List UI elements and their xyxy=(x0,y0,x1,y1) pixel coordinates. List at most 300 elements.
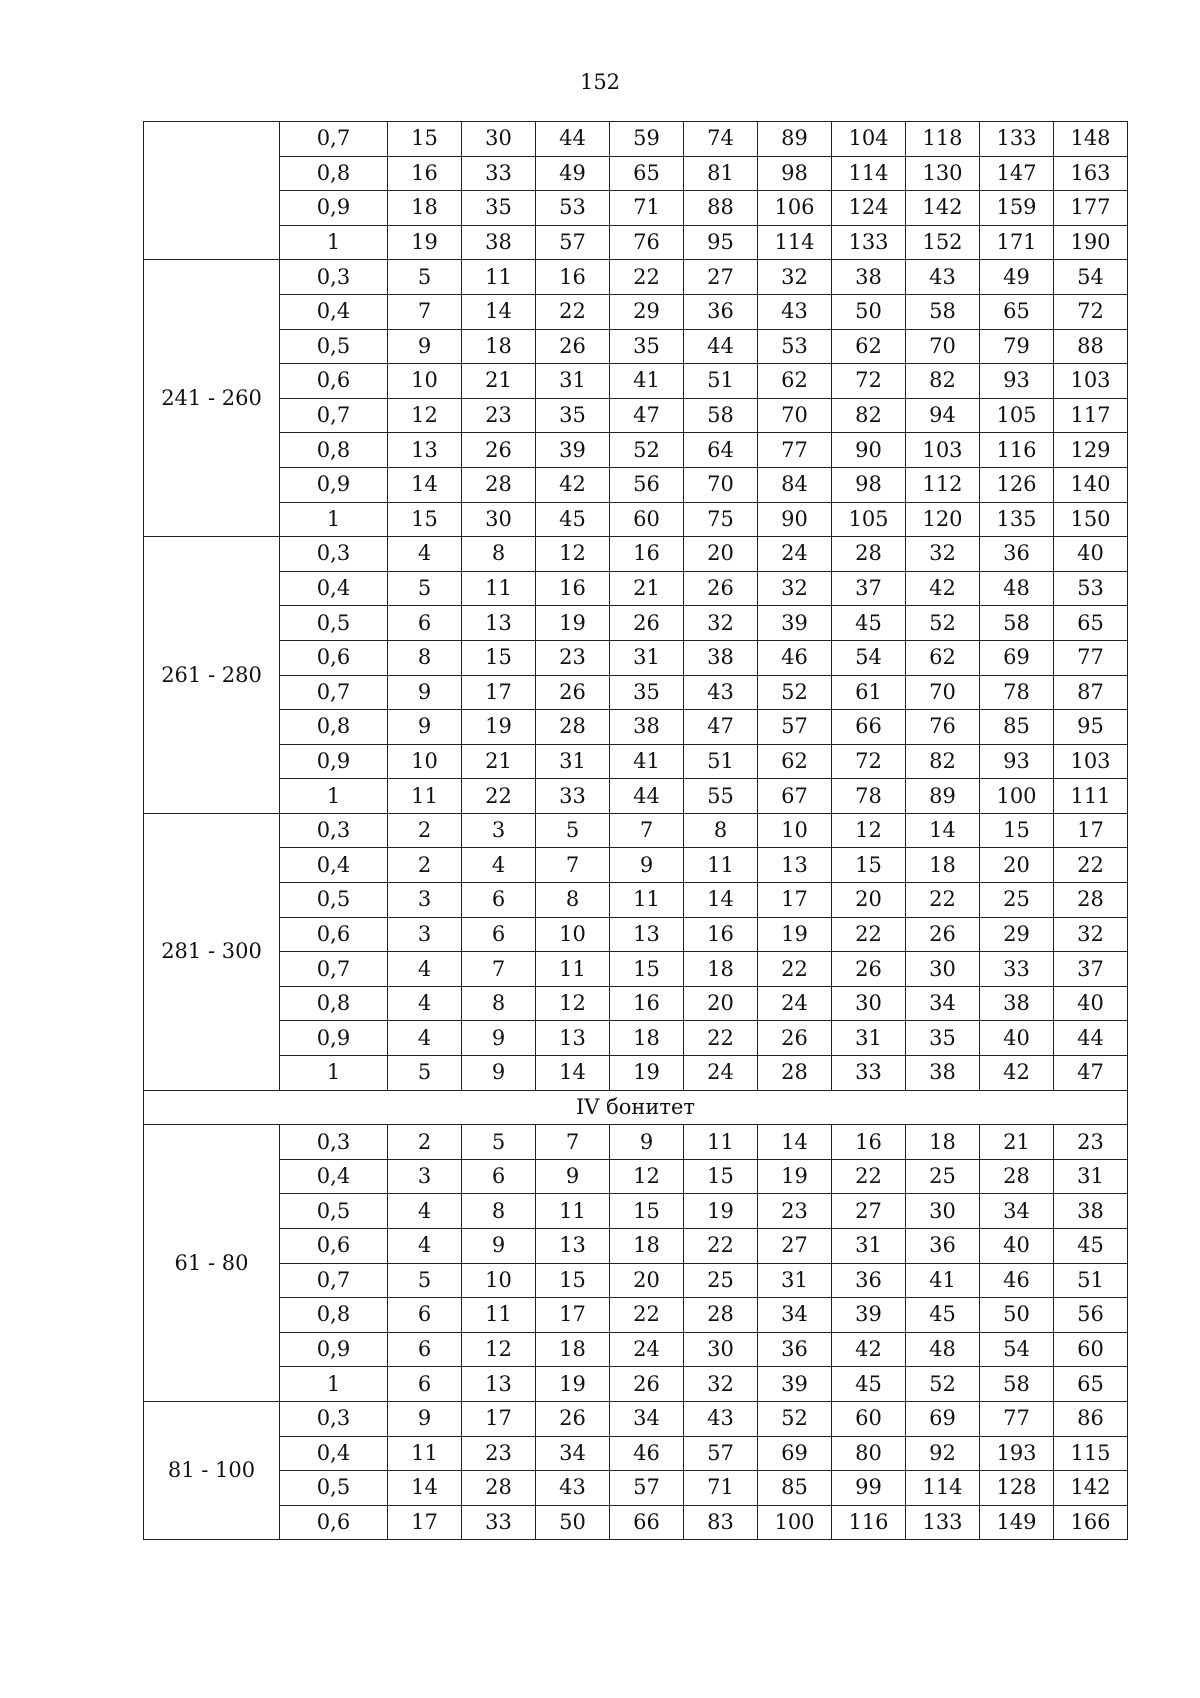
value-cell: 47 xyxy=(610,398,684,433)
value-cell: 105 xyxy=(832,502,906,537)
table-row xyxy=(144,710,1128,745)
value-cell: 71 xyxy=(610,191,684,226)
value-cell: 57 xyxy=(684,1436,758,1471)
section-header: IV бонитет xyxy=(144,1090,1128,1125)
value-cell: 66 xyxy=(610,1505,684,1540)
value-cell: 22 xyxy=(832,917,906,952)
value-cell: 85 xyxy=(758,1471,832,1506)
value-cell: 95 xyxy=(684,225,758,260)
value-cell: 7 xyxy=(536,1125,610,1160)
value-cell: 88 xyxy=(684,191,758,226)
group-label-cell: 61 - 80 xyxy=(144,1125,280,1402)
value-cell: 77 xyxy=(1054,640,1128,675)
value-cell: 69 xyxy=(906,1401,980,1436)
value-cell: 26 xyxy=(536,329,610,364)
value-cell: 15 xyxy=(388,502,462,537)
value-cell: 163 xyxy=(1054,156,1128,191)
group-label-cell: 281 - 300 xyxy=(144,813,280,1090)
value-cell: 21 xyxy=(610,571,684,606)
density-cell: 0,9 xyxy=(280,1332,388,1367)
group-label-cell xyxy=(144,122,280,260)
table-row xyxy=(144,606,1128,641)
value-cell: 10 xyxy=(388,364,462,399)
value-cell: 45 xyxy=(906,1298,980,1333)
value-cell: 39 xyxy=(758,1367,832,1402)
density-cell: 1 xyxy=(280,225,388,260)
value-cell: 17 xyxy=(758,883,832,918)
value-cell: 22 xyxy=(536,294,610,329)
value-cell: 18 xyxy=(906,848,980,883)
value-cell: 8 xyxy=(684,813,758,848)
value-cell: 48 xyxy=(906,1332,980,1367)
table-row xyxy=(144,502,1128,537)
value-cell: 128 xyxy=(980,1471,1054,1506)
value-cell: 8 xyxy=(462,1194,536,1229)
value-cell: 18 xyxy=(610,1229,684,1264)
value-cell: 22 xyxy=(758,952,832,987)
value-cell: 6 xyxy=(388,1367,462,1402)
value-cell: 24 xyxy=(758,537,832,572)
value-cell: 4 xyxy=(388,1229,462,1264)
value-cell: 84 xyxy=(758,467,832,502)
value-cell: 4 xyxy=(388,1194,462,1229)
value-cell: 32 xyxy=(906,537,980,572)
value-cell: 11 xyxy=(462,1298,536,1333)
value-cell: 58 xyxy=(980,1367,1054,1402)
value-cell: 40 xyxy=(1054,986,1128,1021)
value-cell: 8 xyxy=(536,883,610,918)
value-cell: 31 xyxy=(610,640,684,675)
value-cell: 31 xyxy=(1054,1159,1128,1194)
value-cell: 55 xyxy=(684,779,758,814)
value-cell: 58 xyxy=(684,398,758,433)
table-row xyxy=(144,433,1128,468)
value-cell: 42 xyxy=(906,571,980,606)
value-cell: 114 xyxy=(832,156,906,191)
value-cell: 190 xyxy=(1054,225,1128,260)
value-cell: 9 xyxy=(462,1021,536,1056)
value-cell: 4 xyxy=(388,537,462,572)
value-cell: 35 xyxy=(610,675,684,710)
table-row xyxy=(144,848,1128,883)
value-cell: 86 xyxy=(1054,1401,1128,1436)
value-cell: 90 xyxy=(832,433,906,468)
value-cell: 9 xyxy=(462,1229,536,1264)
group-label-cell: 241 - 260 xyxy=(144,260,280,537)
value-cell: 50 xyxy=(832,294,906,329)
value-cell: 8 xyxy=(462,537,536,572)
value-cell: 25 xyxy=(906,1159,980,1194)
value-cell: 5 xyxy=(536,813,610,848)
value-cell: 31 xyxy=(832,1229,906,1264)
section-header-row xyxy=(144,1090,1128,1125)
value-cell: 133 xyxy=(832,225,906,260)
value-cell: 33 xyxy=(462,156,536,191)
value-cell: 20 xyxy=(832,883,906,918)
value-cell: 28 xyxy=(462,467,536,502)
value-cell: 42 xyxy=(980,1056,1054,1091)
value-cell: 22 xyxy=(684,1229,758,1264)
value-cell: 45 xyxy=(832,606,906,641)
value-cell: 13 xyxy=(462,1367,536,1402)
value-cell: 23 xyxy=(462,398,536,433)
value-cell: 52 xyxy=(906,606,980,641)
value-cell: 36 xyxy=(980,537,1054,572)
value-cell: 40 xyxy=(1054,537,1128,572)
density-cell: 1 xyxy=(280,502,388,537)
value-cell: 5 xyxy=(388,260,462,295)
table-row xyxy=(144,294,1128,329)
value-cell: 24 xyxy=(684,1056,758,1091)
value-cell: 40 xyxy=(980,1021,1054,1056)
value-cell: 15 xyxy=(536,1263,610,1298)
table-row xyxy=(144,917,1128,952)
value-cell: 9 xyxy=(462,1056,536,1091)
value-cell: 15 xyxy=(980,813,1054,848)
density-cell: 0,6 xyxy=(280,364,388,399)
density-cell: 0,8 xyxy=(280,433,388,468)
group-label-cell: 81 - 100 xyxy=(144,1401,280,1539)
value-cell: 65 xyxy=(1054,606,1128,641)
value-cell: 3 xyxy=(388,917,462,952)
value-cell: 17 xyxy=(462,1401,536,1436)
value-cell: 17 xyxy=(462,675,536,710)
value-cell: 114 xyxy=(906,1471,980,1506)
value-cell: 135 xyxy=(980,502,1054,537)
value-cell: 28 xyxy=(758,1056,832,1091)
value-cell: 44 xyxy=(684,329,758,364)
value-cell: 27 xyxy=(684,260,758,295)
value-cell: 13 xyxy=(388,433,462,468)
value-cell: 12 xyxy=(462,1332,536,1367)
value-cell: 60 xyxy=(832,1401,906,1436)
value-cell: 147 xyxy=(980,156,1054,191)
value-cell: 50 xyxy=(536,1505,610,1540)
value-cell: 12 xyxy=(536,986,610,1021)
value-cell: 19 xyxy=(536,1367,610,1402)
value-cell: 5 xyxy=(388,571,462,606)
value-cell: 11 xyxy=(462,260,536,295)
value-cell: 28 xyxy=(832,537,906,572)
density-cell: 0,5 xyxy=(280,329,388,364)
value-cell: 30 xyxy=(832,986,906,1021)
table-row xyxy=(144,571,1128,606)
value-cell: 36 xyxy=(906,1229,980,1264)
value-cell: 24 xyxy=(610,1332,684,1367)
value-cell: 129 xyxy=(1054,433,1128,468)
value-cell: 23 xyxy=(758,1194,832,1229)
value-cell: 34 xyxy=(758,1298,832,1333)
value-cell: 56 xyxy=(1054,1298,1128,1333)
table-row xyxy=(144,779,1128,814)
value-cell: 30 xyxy=(906,1194,980,1229)
value-cell: 17 xyxy=(1054,813,1128,848)
value-cell: 21 xyxy=(462,364,536,399)
value-cell: 26 xyxy=(684,571,758,606)
table-row xyxy=(144,952,1128,987)
value-cell: 32 xyxy=(1054,917,1128,952)
density-cell: 0,4 xyxy=(280,571,388,606)
value-cell: 44 xyxy=(610,779,684,814)
value-cell: 5 xyxy=(388,1263,462,1298)
value-cell: 30 xyxy=(462,502,536,537)
value-cell: 150 xyxy=(1054,502,1128,537)
value-cell: 104 xyxy=(832,122,906,157)
value-cell: 11 xyxy=(388,1436,462,1471)
value-cell: 9 xyxy=(388,329,462,364)
value-cell: 83 xyxy=(684,1505,758,1540)
table-row xyxy=(144,122,1128,157)
value-cell: 26 xyxy=(610,1367,684,1402)
value-cell: 118 xyxy=(906,122,980,157)
value-cell: 16 xyxy=(832,1125,906,1160)
value-cell: 22 xyxy=(906,883,980,918)
value-cell: 7 xyxy=(462,952,536,987)
value-cell: 149 xyxy=(980,1505,1054,1540)
value-cell: 105 xyxy=(980,398,1054,433)
value-cell: 12 xyxy=(610,1159,684,1194)
value-cell: 19 xyxy=(462,710,536,745)
value-cell: 22 xyxy=(832,1159,906,1194)
density-cell: 0,5 xyxy=(280,606,388,641)
density-cell: 0,3 xyxy=(280,813,388,848)
value-cell: 15 xyxy=(610,952,684,987)
value-cell: 28 xyxy=(536,710,610,745)
value-cell: 115 xyxy=(1054,1436,1128,1471)
value-cell: 171 xyxy=(980,225,1054,260)
value-cell: 19 xyxy=(388,225,462,260)
value-cell: 18 xyxy=(536,1332,610,1367)
value-cell: 18 xyxy=(388,191,462,226)
value-cell: 19 xyxy=(684,1194,758,1229)
value-cell: 57 xyxy=(758,710,832,745)
value-cell: 65 xyxy=(980,294,1054,329)
value-cell: 11 xyxy=(610,883,684,918)
value-cell: 30 xyxy=(906,952,980,987)
value-cell: 82 xyxy=(832,398,906,433)
density-cell: 0,7 xyxy=(280,1263,388,1298)
value-cell: 7 xyxy=(610,813,684,848)
value-cell: 34 xyxy=(906,986,980,1021)
value-cell: 14 xyxy=(462,294,536,329)
density-cell: 0,8 xyxy=(280,710,388,745)
table-row xyxy=(144,1367,1128,1402)
value-cell: 9 xyxy=(610,848,684,883)
density-cell: 0,7 xyxy=(280,398,388,433)
density-cell: 0,5 xyxy=(280,883,388,918)
density-cell: 0,6 xyxy=(280,1229,388,1264)
value-cell: 60 xyxy=(1054,1332,1128,1367)
value-cell: 33 xyxy=(536,779,610,814)
value-cell: 26 xyxy=(462,433,536,468)
value-cell: 72 xyxy=(832,744,906,779)
table-row xyxy=(144,260,1128,295)
table-row xyxy=(144,1229,1128,1264)
value-cell: 69 xyxy=(758,1436,832,1471)
value-cell: 43 xyxy=(906,260,980,295)
value-cell: 9 xyxy=(610,1125,684,1160)
value-cell: 126 xyxy=(980,467,1054,502)
value-cell: 103 xyxy=(1054,364,1128,399)
value-cell: 79 xyxy=(980,329,1054,364)
value-cell: 70 xyxy=(906,675,980,710)
value-cell: 11 xyxy=(388,779,462,814)
value-cell: 19 xyxy=(758,1159,832,1194)
value-cell: 124 xyxy=(832,191,906,226)
value-cell: 35 xyxy=(610,329,684,364)
value-cell: 19 xyxy=(536,606,610,641)
value-cell: 78 xyxy=(980,675,1054,710)
value-cell: 22 xyxy=(462,779,536,814)
value-cell: 32 xyxy=(684,1367,758,1402)
value-cell: 35 xyxy=(536,398,610,433)
table-row xyxy=(144,467,1128,502)
value-cell: 28 xyxy=(980,1159,1054,1194)
value-cell: 133 xyxy=(906,1505,980,1540)
value-cell: 111 xyxy=(1054,779,1128,814)
value-cell: 39 xyxy=(758,606,832,641)
value-cell: 38 xyxy=(980,986,1054,1021)
value-cell: 14 xyxy=(388,1471,462,1506)
value-cell: 62 xyxy=(758,364,832,399)
value-cell: 8 xyxy=(462,986,536,1021)
value-cell: 11 xyxy=(462,571,536,606)
value-cell: 133 xyxy=(980,122,1054,157)
value-cell: 36 xyxy=(684,294,758,329)
value-cell: 80 xyxy=(832,1436,906,1471)
value-cell: 18 xyxy=(610,1021,684,1056)
value-cell: 18 xyxy=(462,329,536,364)
value-cell: 20 xyxy=(980,848,1054,883)
value-cell: 2 xyxy=(388,813,462,848)
density-cell: 0,7 xyxy=(280,122,388,157)
value-cell: 34 xyxy=(980,1194,1054,1229)
density-cell: 0,5 xyxy=(280,1471,388,1506)
table-row xyxy=(144,813,1128,848)
value-cell: 62 xyxy=(906,640,980,675)
value-cell: 49 xyxy=(980,260,1054,295)
table-row xyxy=(144,225,1128,260)
table-row xyxy=(144,1194,1128,1229)
value-cell: 39 xyxy=(832,1298,906,1333)
value-cell: 11 xyxy=(536,1194,610,1229)
value-cell: 52 xyxy=(610,433,684,468)
value-cell: 72 xyxy=(1054,294,1128,329)
value-cell: 47 xyxy=(1054,1056,1128,1091)
value-cell: 28 xyxy=(462,1471,536,1506)
value-cell: 2 xyxy=(388,1125,462,1160)
density-cell: 0,9 xyxy=(280,191,388,226)
value-cell: 43 xyxy=(684,1401,758,1436)
value-cell: 40 xyxy=(980,1229,1054,1264)
value-cell: 142 xyxy=(1054,1471,1128,1506)
value-cell: 98 xyxy=(758,156,832,191)
value-cell: 13 xyxy=(536,1229,610,1264)
density-cell: 0,9 xyxy=(280,467,388,502)
value-cell: 16 xyxy=(610,537,684,572)
value-cell: 38 xyxy=(906,1056,980,1091)
value-cell: 65 xyxy=(610,156,684,191)
value-cell: 12 xyxy=(832,813,906,848)
value-cell: 33 xyxy=(980,952,1054,987)
value-cell: 11 xyxy=(536,952,610,987)
table-row xyxy=(144,329,1128,364)
value-cell: 15 xyxy=(388,122,462,157)
value-cell: 50 xyxy=(980,1298,1054,1333)
data-table xyxy=(143,121,1128,1540)
value-cell: 23 xyxy=(1054,1125,1128,1160)
value-cell: 35 xyxy=(462,191,536,226)
value-cell: 9 xyxy=(388,1401,462,1436)
table-row xyxy=(144,1159,1128,1194)
value-cell: 103 xyxy=(1054,744,1128,779)
density-cell: 0,6 xyxy=(280,1505,388,1540)
value-cell: 34 xyxy=(610,1401,684,1436)
value-cell: 54 xyxy=(832,640,906,675)
value-cell: 28 xyxy=(684,1298,758,1333)
value-cell: 43 xyxy=(536,1471,610,1506)
value-cell: 7 xyxy=(536,848,610,883)
value-cell: 3 xyxy=(388,883,462,918)
value-cell: 92 xyxy=(906,1436,980,1471)
value-cell: 10 xyxy=(758,813,832,848)
value-cell: 142 xyxy=(906,191,980,226)
value-cell: 89 xyxy=(906,779,980,814)
density-cell: 0,3 xyxy=(280,1401,388,1436)
table-row xyxy=(144,1332,1128,1367)
density-cell: 0,8 xyxy=(280,986,388,1021)
value-cell: 44 xyxy=(1054,1021,1128,1056)
value-cell: 32 xyxy=(758,571,832,606)
value-cell: 99 xyxy=(832,1471,906,1506)
value-cell: 4 xyxy=(388,1021,462,1056)
value-cell: 21 xyxy=(980,1125,1054,1160)
value-cell: 37 xyxy=(1054,952,1128,987)
value-cell: 59 xyxy=(610,122,684,157)
value-cell: 11 xyxy=(684,1125,758,1160)
value-cell: 38 xyxy=(462,225,536,260)
value-cell: 41 xyxy=(610,744,684,779)
value-cell: 70 xyxy=(684,467,758,502)
value-cell: 9 xyxy=(388,675,462,710)
value-cell: 57 xyxy=(536,225,610,260)
value-cell: 81 xyxy=(684,156,758,191)
value-cell: 53 xyxy=(758,329,832,364)
table-row xyxy=(144,398,1128,433)
value-cell: 26 xyxy=(758,1021,832,1056)
table-row xyxy=(144,1505,1128,1540)
density-cell: 0,6 xyxy=(280,917,388,952)
value-cell: 152 xyxy=(906,225,980,260)
density-cell: 0,5 xyxy=(280,1194,388,1229)
value-cell: 85 xyxy=(980,710,1054,745)
value-cell: 4 xyxy=(462,848,536,883)
value-cell: 8 xyxy=(388,640,462,675)
value-cell: 17 xyxy=(388,1505,462,1540)
value-cell: 52 xyxy=(906,1367,980,1402)
table-row xyxy=(144,1401,1128,1436)
value-cell: 61 xyxy=(832,675,906,710)
value-cell: 103 xyxy=(906,433,980,468)
value-cell: 47 xyxy=(684,710,758,745)
value-cell: 67 xyxy=(758,779,832,814)
value-cell: 11 xyxy=(684,848,758,883)
value-cell: 76 xyxy=(906,710,980,745)
value-cell: 38 xyxy=(610,710,684,745)
table-row xyxy=(144,1436,1128,1471)
value-cell: 51 xyxy=(684,744,758,779)
value-cell: 148 xyxy=(1054,122,1128,157)
